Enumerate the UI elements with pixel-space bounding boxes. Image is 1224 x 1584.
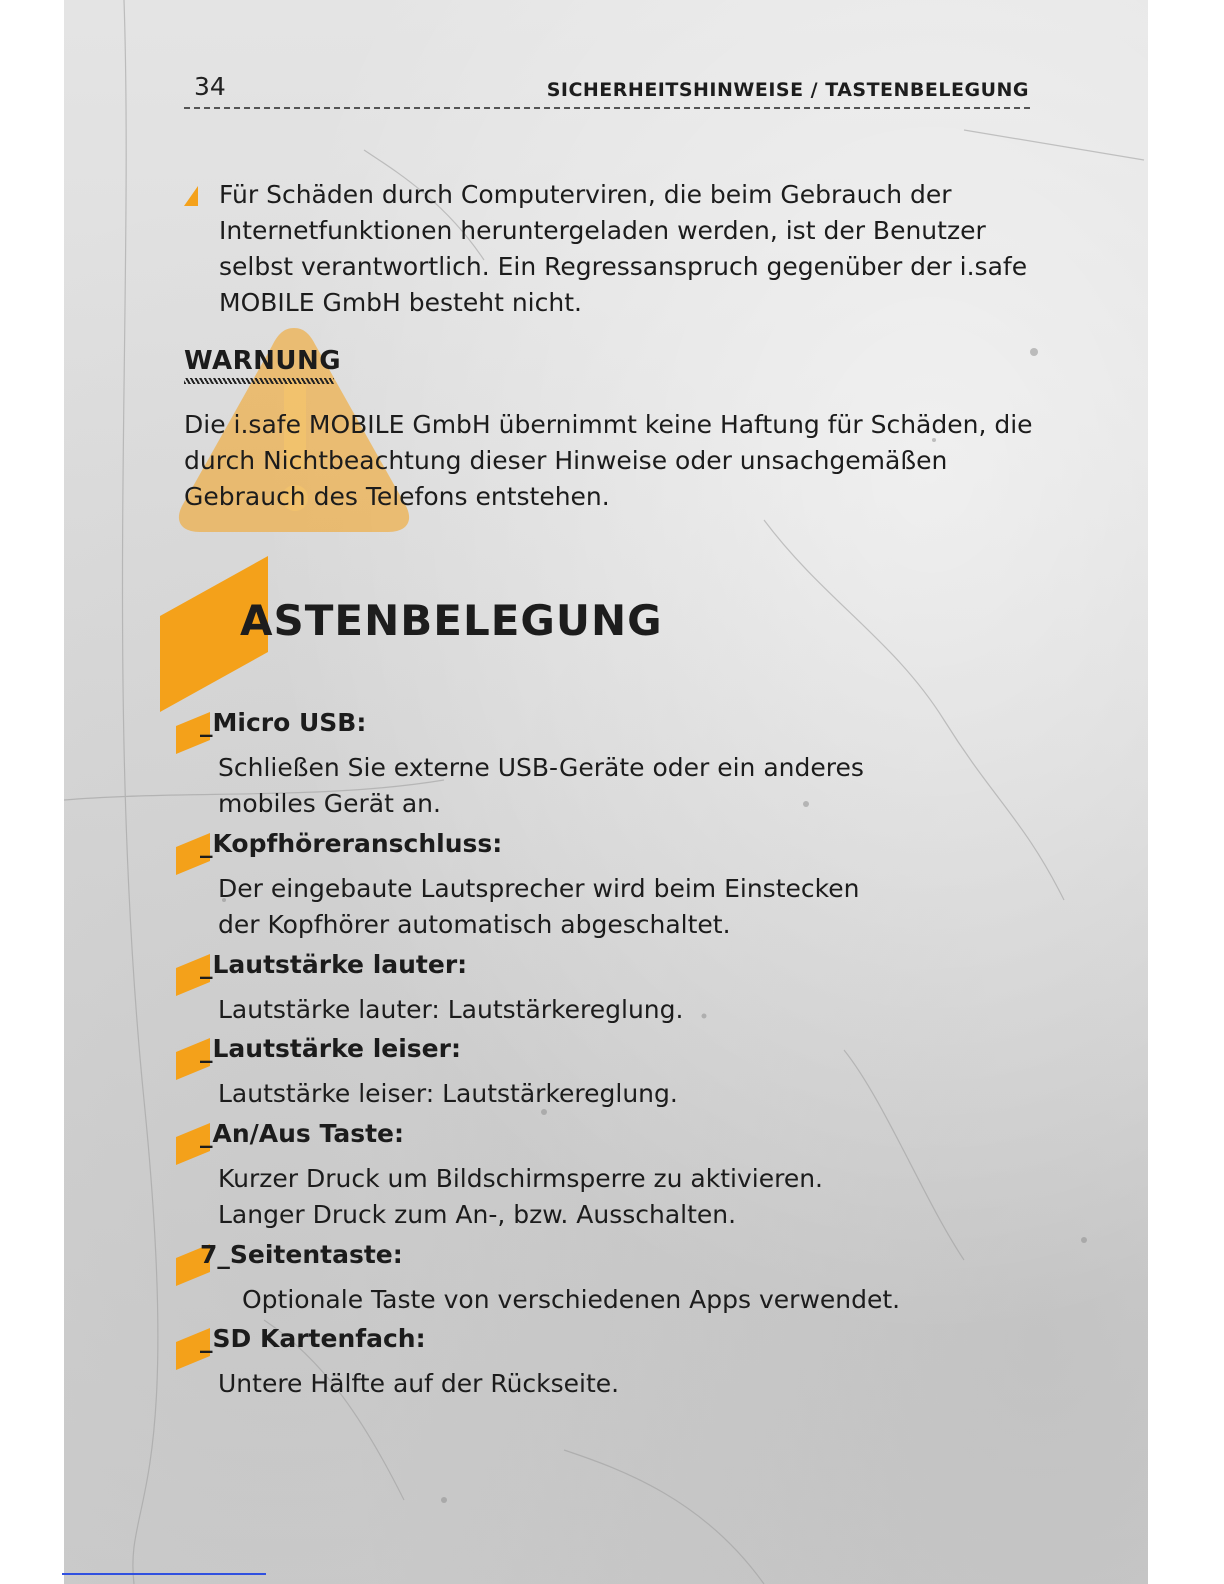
item-text: Lautstärke leiser: Lautstärkereglung. bbox=[218, 1079, 678, 1108]
item-text: Schließen Sie externe USB-Geräte oder ein anderes mobiles Gerät an. bbox=[218, 753, 864, 818]
item-text: Lautstärke lauter: Lautstärkereglung. bbox=[218, 995, 684, 1024]
warning-text: Die i.safe MOBILE GmbH übernimmt keine Haftung für Schäden, die durch Nichtbeachtung dieser Hinweise oder unsachgemäßen Gebrauch des Telefons entstehen. bbox=[184, 410, 1033, 511]
warning-underline bbox=[184, 378, 334, 384]
running-head: SICHERHEITSHINWEISE / TASTENBELEGUNG bbox=[546, 79, 1029, 101]
item-title: 7_Seitentaste: bbox=[200, 1240, 403, 1269]
item-title: _An/Aus Taste: bbox=[200, 1119, 404, 1148]
item-text: Optionale Taste von verschiedenen Apps verwendet. bbox=[242, 1285, 901, 1314]
bullet-paragraph: Für Schäden durch Computerviren, die beim Gebrauch der Internetfunktionen heruntergeladen werden, ist der Benutzer selbst verantwortlich. Ein Regressanspruch gegenüber der i.safe MOBILE GmbH besteht nicht. bbox=[219, 180, 1028, 317]
document-page bbox=[64, 0, 1148, 1584]
warning-title: WARNUNG bbox=[184, 346, 342, 376]
section-title: ASTENBELEGUNG bbox=[240, 596, 663, 645]
link-underline[interactable] bbox=[62, 1573, 266, 1575]
item-title: _Kopfhöreranschluss: bbox=[200, 829, 503, 858]
item-title: _Micro USB: bbox=[200, 708, 367, 737]
item-text: Untere Hälfte auf der Rückseite. bbox=[218, 1369, 620, 1398]
item-title: _SD Kartenfach: bbox=[200, 1324, 426, 1353]
item-title: _Lautstärke leiser: bbox=[200, 1034, 461, 1063]
item-text: Der eingebaute Lautsprecher wird beim Einstecken der Kopfhörer automatisch abgeschaltet. bbox=[218, 874, 860, 939]
item-title: _Lautstärke lauter: bbox=[200, 950, 468, 979]
header-divider bbox=[184, 107, 1030, 109]
item-text: Kurzer Druck um Bildschirmsperre zu aktivieren. Langer Druck zum An-, bzw. Ausschalten. bbox=[218, 1164, 824, 1229]
page-number: 34 bbox=[194, 72, 226, 101]
bullet-marker-icon bbox=[184, 186, 198, 206]
